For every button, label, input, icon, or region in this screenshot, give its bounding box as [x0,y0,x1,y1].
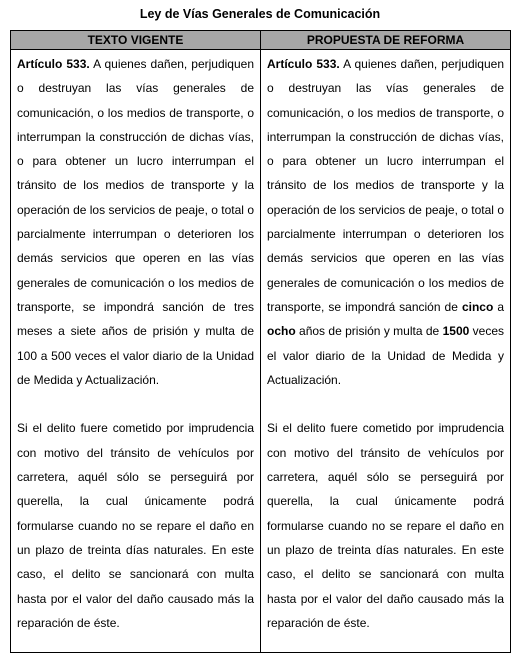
right-p1-bold-1500: 1500 [442,324,470,339]
right-p1-seg3: años de prisión y multa de [295,324,443,339]
comparison-table [10,30,511,653]
cell-texto-vigente [11,50,261,653]
left-article-label: Artículo 533. [17,57,90,71]
right-paragraph-2: Si el delito fuere cometido por imprudencia con motivo del tránsito de vehículos por carretera, aquél sólo se perseguirá por querella, la cual únicamente podrá formularse cuando no se repare el daño en un plazo de treinta días naturales. En este caso, el delito se sancionará con multa hasta por el valor del daño causado más la reparación de éste. [267,421,504,630]
right-p1-seg2: a [493,299,504,314]
right-p1-seg1: A quienes dañen, perjudiquen o destruyan las vías generales de comunicación, o los medios de transporte, o interrumpan la construcción de dichas vías, o para obtener un lucro interrumpan el tránsito de los medios de transporte y la operación de los servicios de peaje, o total o parcialmente interrumpan o deterioren los demás servicios que operen en las vías generales de comunicación o los medios de transporte, se impondrá sanción de [267,57,504,314]
left-paragraph-1-text: A quienes dañen, perjudiquen o destruyan las vías generales de comunicación, o los medios de transporte, o interrumpan la construcción de dichas vías, o para obtener un lucro interrumpan el tránsito de los medios de transporte y la operación de los servicios de peaje, o total o parcialmente interrumpan o deterioren los demás servicios que operen en las vías generales de comunicación o los medios de transporte, se impondrá sanción de tres meses a siete años de prisión y multa de 100 a 500 veces el valor diario de la Unidad de Medida y Actualización. [17,57,254,387]
table-header-row [11,31,511,50]
right-p1-bold-cinco: cinco [461,299,494,314]
right-p1-seg4: veces el valor diario de la Unidad de Medida y Actualización. [267,324,505,387]
table-row [11,50,511,653]
right-article-label: Artículo 533. [267,57,340,71]
document-title: Ley de Vías Generales de Comunicación [139,7,381,21]
left-paragraph-2: Si el delito fuere cometido por imprudencia con motivo del tránsito de vehículos por carretera, aquél sólo se perseguirá por querella, la cual únicamente podrá formularse cuando no se repare el daño en un plazo de treinta días naturales. En este caso, el delito se sancionará con multa hasta por el valor del daño causado más la reparación de éste. [17,421,254,630]
right-p1-bold-ocho: ocho [267,324,296,339]
right-paragraph-1 [267,52,504,392]
cell-propuesta-reforma [261,50,511,653]
header-texto-vigente: TEXTO VIGENTE [11,31,261,50]
header-propuesta-reforma: PROPUESTA DE REFORMA [261,31,511,50]
left-paragraph-1 [17,52,254,392]
